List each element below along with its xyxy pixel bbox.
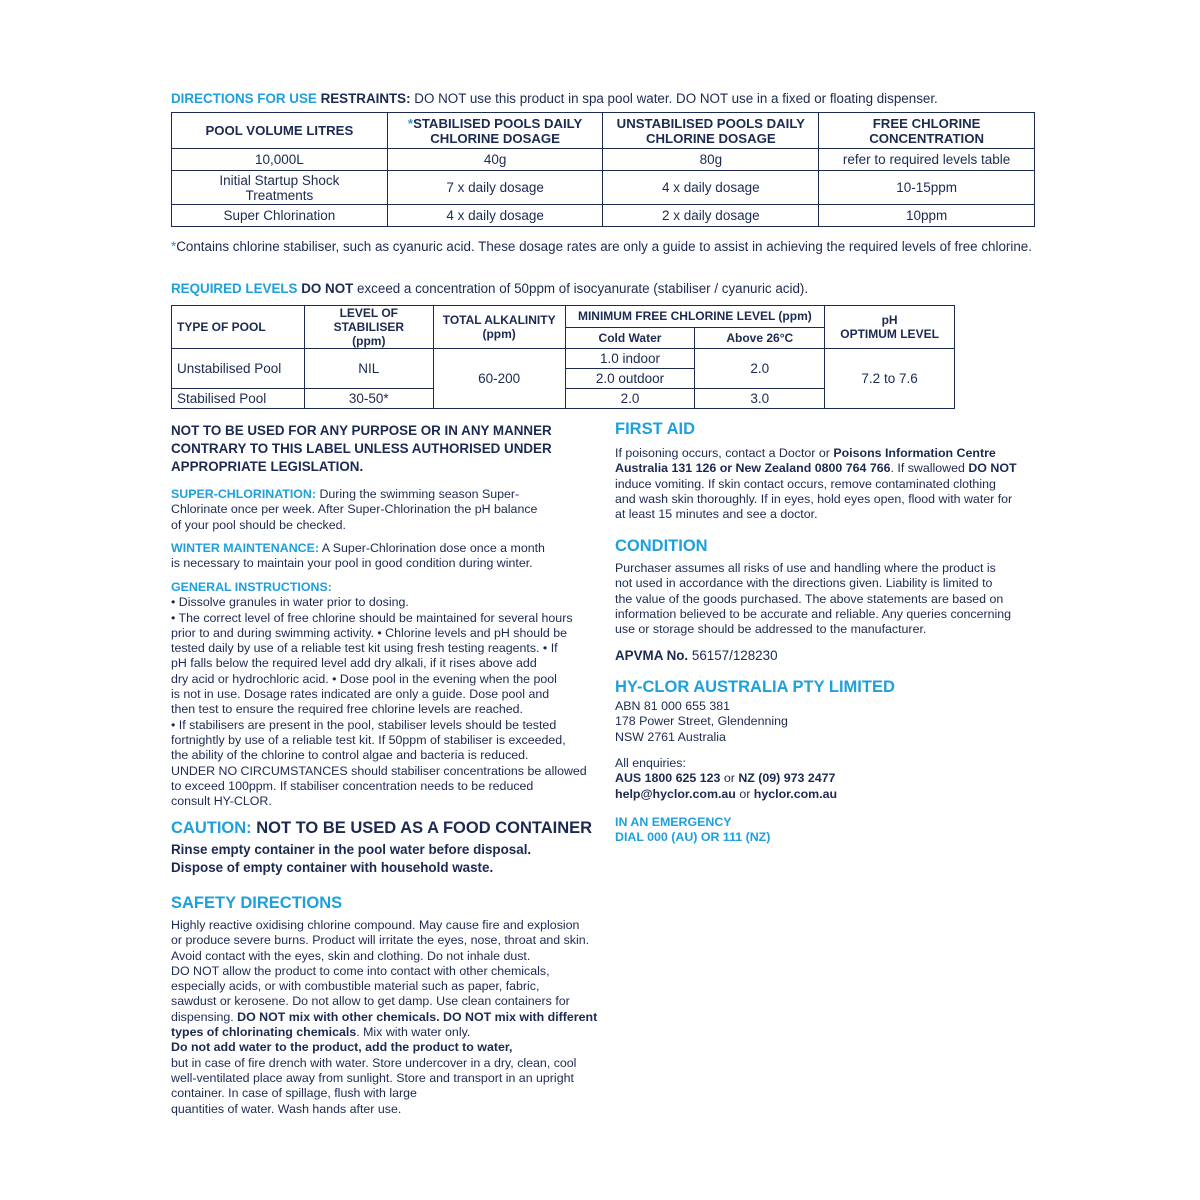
directions-label: DIRECTIONS FOR USE (171, 91, 317, 106)
company-name: HY-CLOR AUSTRALIA PTY LIMITED (615, 678, 895, 696)
text-line: pH falls below the required level add dry alkali, if it rises above add (171, 656, 537, 671)
cell: 7.2 to 7.6 (825, 349, 955, 409)
cell: 2.0 (565, 389, 695, 409)
restraints-label: RESTRAINTS: (320, 91, 411, 106)
text-line: dry acid or hydrochloric acid. • Dose pool in the evening when the pool (171, 671, 557, 686)
text-line: UNDER NO CIRCUMSTANCES should stabiliser concentrations be allowed (171, 763, 587, 778)
apvma-number: APVMA No. 56157/128230 (615, 648, 778, 663)
text-line: the value of the goods purchased. The above statements are based on (615, 591, 1004, 606)
general-instructions-text (171, 595, 587, 809)
cell: NIL (304, 349, 433, 389)
levels-table (171, 305, 955, 409)
cell: Unstabilised Pool (172, 349, 305, 389)
caution-heading: CAUTION: NOT TO BE USED AS A FOOD CONTAINER (171, 819, 593, 837)
cell: 80g (603, 149, 819, 171)
cell: 10,000L (172, 149, 388, 171)
cell: 7 x daily dosage (387, 171, 603, 205)
directions-line (171, 91, 938, 106)
text-line: • The correct level of free chlorine should be maintained for several hours (171, 610, 573, 625)
cell: 4 x daily dosage (387, 205, 603, 227)
text-line: then test to ensure the required free chlorine levels are reached. (171, 702, 523, 717)
restraints-text: DO NOT use this product in spa pool water. DO NOT use in a fixed or floating dispenser. (410, 91, 938, 106)
condition-heading: CONDITION (615, 537, 708, 555)
cell: 1.0 indoor (565, 349, 695, 369)
required-levels-do-not: DO NOT (301, 281, 354, 296)
text-line: to exceed 100ppm. If stabiliser concentration needs to be reduced (171, 778, 534, 793)
header-pool-volume: POOL VOLUME LITRES (172, 113, 388, 149)
text-line: prior to and during swimming activity. • Chlorine levels and pH should be (171, 625, 567, 640)
header-min-free-chlorine: MINIMUM FREE CHLORINE LEVEL (ppm) (565, 306, 825, 328)
table-row (172, 171, 1035, 205)
table-row (172, 205, 1035, 227)
super-chlorination-section: SUPER-CHLORINATION: During the swimming season Super- Chlorinate once per week. After Super-Chlorination the pH balance of your pool should be checked. (171, 487, 538, 532)
cell: 3.0 (695, 389, 825, 409)
header-free-chlorine: FREE CHLORINE CONCENTRATION (819, 113, 1035, 149)
text-line: not used in accordance with the directions given. Liability is limited to (615, 576, 993, 591)
general-instructions-label: GENERAL INSTRUCTIONS: (171, 580, 332, 594)
required-levels-line (171, 281, 808, 296)
cell: 40g (387, 149, 603, 171)
footnote-marker: * (171, 239, 177, 254)
header-alkalinity: TOTAL ALKALINITY (ppm) (433, 306, 565, 349)
condition-text (615, 561, 1011, 637)
winter-maintenance-label: WINTER MAINTENANCE: (171, 541, 319, 555)
table-row (172, 149, 1035, 171)
text-line: fortnightly by use of a reliable test kit. If 50ppm of stabiliser is exceeded, (171, 732, 566, 747)
required-levels-label: REQUIRED LEVELS (171, 281, 298, 296)
text-line: tested daily by use of a reliable test kit using fresh testing reagents. • If (171, 641, 558, 656)
general-instructions-section (171, 580, 587, 809)
enquiries: All enquiries: AUS 1800 625 123 or NZ (09) 973 2477 help@hyclor.com.au or hyclor.com.au (615, 756, 838, 801)
safety-directions-heading: SAFETY DIRECTIONS (171, 894, 343, 912)
cell: Super Chlorination (172, 205, 388, 227)
text-line: is not in use. Dosage rates indicated are only a guide. Dose pool and (171, 687, 550, 702)
header-above-26: Above 26°C (695, 327, 825, 349)
cell: refer to required levels table (819, 149, 1035, 171)
cell: 10-15ppm (819, 171, 1035, 205)
emergency-notice: IN AN EMERGENCY DIAL 000 (AU) OR 111 (NZ) (615, 815, 771, 845)
text-line: Purchaser assumes all risks of use and handling where the product is (615, 561, 996, 575)
header-ph: pH OPTIMUM LEVEL (825, 306, 955, 349)
caution-text: Rinse empty container in the pool water before disposal. Dispose of empty container with household waste. (171, 842, 532, 875)
text-line: information believed to be accurate and reliable. Any queries concerning (615, 606, 1012, 621)
safety-directions-text: Highly reactive oxidising chlorine compound. May cause fire and explosion or produce severe burns. Product will irritate the eyes, nose, throat and skin. Avoid contact with the eyes, skin and clothing. Do not inhale dust. DO NOT allow the product to come into contact with other chemicals, especially acids, or with combustible material such as paper, fabric, sawdust or kerosene. Do not allow to get damp. Use clean containers for dispensing. DO NOT mix with other chemicals. DO NOT mix with different types of chlorinating chemicals. Mix with water only. Do not add water to the product, add the product to water, but in case of fire drench with water. Store undercover in a dry, clean, cool well-ventilated place away from sunlight. Store and transport in an upright container. In case of spillage, flush with large quantities of water. Wash hands after use. (171, 918, 598, 1116)
warning-statement: NOT TO BE USED FOR ANY PURPOSE OR IN ANY MANNER CONTRARY TO THIS LABEL UNLESS AUTHORISED UNDER APPROPRIATE LEGISLATION. (171, 423, 552, 474)
required-levels-text: exceed a concentration of 50ppm of isocyanurate (stabiliser / cyanuric acid). (353, 281, 809, 296)
header-stabiliser-level: LEVEL OF STABILISER (ppm) (304, 306, 433, 349)
text-line: the ability of the chlorine to control algae and bacteria is reduced. (171, 748, 529, 763)
text-line: use or storage should be addressed to the manufacturer. (615, 622, 927, 637)
cell: Initial Startup Shock Treatments (172, 171, 388, 205)
header-cold-water: Cold Water (565, 327, 695, 349)
company-address: ABN 81 000 655 381 178 Power Street, Glendenning NSW 2761 Australia (615, 699, 788, 744)
cell: 60-200 (433, 349, 565, 409)
footnote (171, 238, 1041, 256)
caution-label: CAUTION: (171, 819, 252, 837)
first-aid-heading: FIRST AID (615, 420, 696, 438)
text-line: • Dissolve granules in water prior to dosing. (171, 595, 409, 610)
email-link[interactable]: help@hyclor.com.au (615, 786, 736, 801)
header-type-of-pool: TYPE OF POOL (172, 306, 305, 349)
text-line: • If stabilisers are present in the pool, stabiliser levels should be tested (171, 717, 557, 732)
dosage-table (171, 112, 1035, 227)
footnote-text: Contains chlorine stabiliser, such as cyanuric acid. These dosage rates are only a guide to assist in achieving the required levels of free chlorine. (176, 239, 1032, 254)
first-aid-text: If poisoning occurs, contact a Doctor or Poisons Information Centre Australia 131 126 or New Zealand 0800 764 766. If swallowed DO NOT induce vomiting. If skin contact occurs, remove contaminated clothing and wash skin thoroughly. If in eyes, hold eyes open, flood with water for at least 15 minutes and see a doctor. (615, 446, 1017, 522)
super-chlorination-label: SUPER-CHLORINATION: (171, 487, 317, 501)
website-link[interactable]: hyclor.com.au (753, 786, 838, 801)
cell: 2.0 (695, 349, 825, 389)
text-line: consult HY-CLOR. (171, 794, 272, 809)
cell: 4 x daily dosage (603, 171, 819, 205)
table-row (172, 349, 955, 369)
cell: Stabilised Pool (172, 389, 305, 409)
header-unstabilised-dosage: UNSTABILISED POOLS DAILY CHLORINE DOSAGE (603, 113, 819, 149)
cell: 2.0 outdoor (565, 369, 695, 389)
cell: 30-50* (304, 389, 433, 409)
winter-maintenance-section: WINTER MAINTENANCE: A Super-Chlorination dose once a month is necessary to maintain your pool in good condition during winter. (171, 541, 545, 571)
header-stabilised-dosage: *STABILISED POOLS DAILY CHLORINE DOSAGE (387, 113, 603, 149)
cell: 10ppm (819, 205, 1035, 227)
cell: 2 x daily dosage (603, 205, 819, 227)
